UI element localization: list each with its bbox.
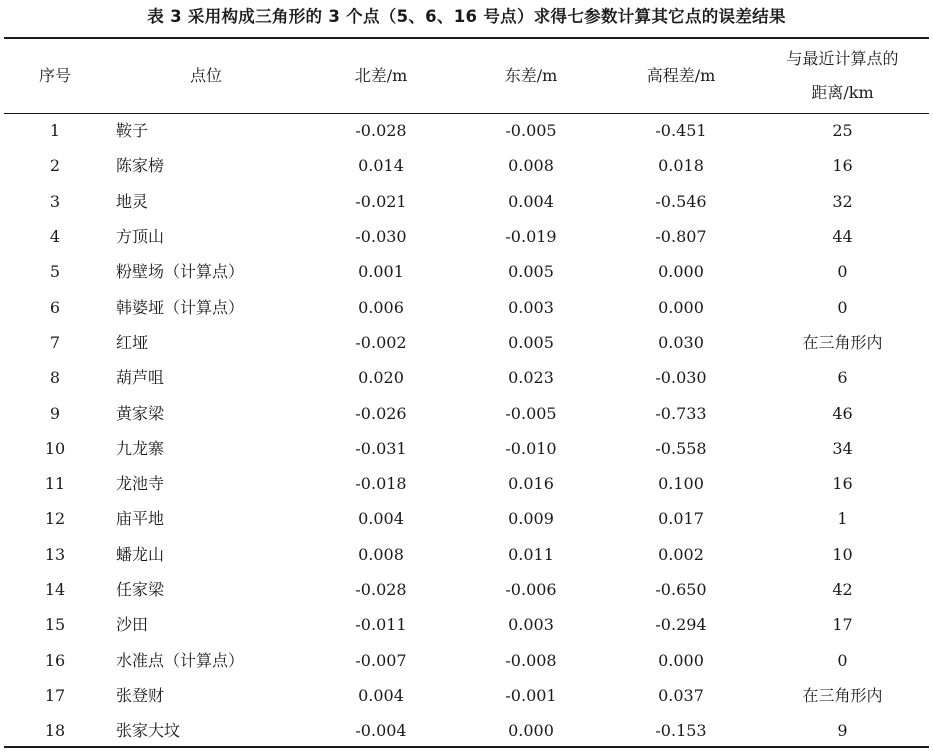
header-distance bbox=[756, 39, 929, 113]
row-index: 6 bbox=[49, 297, 61, 317]
row-index: 5 bbox=[49, 262, 61, 282]
row-north: -0.028 bbox=[355, 121, 407, 141]
row-index: 12 bbox=[44, 509, 66, 529]
table-row bbox=[4, 678, 929, 713]
row-height: 0.000 bbox=[658, 262, 704, 282]
row-point: 蟠龙山 bbox=[116, 544, 165, 564]
row-index: 1 bbox=[49, 121, 61, 141]
row-distance: 6 bbox=[837, 368, 848, 388]
row-distance: 16 bbox=[832, 474, 853, 494]
row-north: 0.006 bbox=[358, 297, 404, 317]
table-row bbox=[4, 360, 929, 395]
row-height: 0.000 bbox=[658, 297, 704, 317]
row-height: 0.018 bbox=[658, 156, 704, 176]
row-north: -0.031 bbox=[355, 438, 407, 458]
row-north: -0.018 bbox=[355, 474, 407, 494]
row-distance: 10 bbox=[832, 544, 853, 564]
row-height: -0.451 bbox=[655, 121, 707, 141]
row-height: 0.017 bbox=[658, 509, 704, 529]
row-index: 3 bbox=[49, 191, 61, 211]
row-north: 0.014 bbox=[358, 156, 404, 176]
row-distance: 0 bbox=[837, 262, 848, 282]
row-distance: 0 bbox=[837, 297, 848, 317]
header-north: 北差/m bbox=[354, 66, 408, 85]
table-row bbox=[4, 254, 929, 289]
row-north: -0.030 bbox=[355, 227, 407, 247]
row-height: -0.807 bbox=[655, 227, 707, 247]
row-east: -0.005 bbox=[505, 403, 557, 423]
row-east: 0.004 bbox=[508, 191, 554, 211]
row-east: 0.009 bbox=[508, 509, 554, 529]
row-east: 0.016 bbox=[508, 474, 554, 494]
row-east: 0.003 bbox=[508, 615, 554, 635]
table-row bbox=[4, 148, 929, 183]
row-distance: 34 bbox=[832, 438, 853, 458]
row-north: -0.007 bbox=[355, 650, 407, 670]
row-height: 0.000 bbox=[658, 650, 704, 670]
table-row bbox=[4, 501, 929, 536]
header-index: 序号 bbox=[38, 66, 71, 85]
row-index: 7 bbox=[49, 332, 61, 352]
row-east: 0.000 bbox=[508, 721, 554, 741]
row-height: 0.002 bbox=[658, 544, 704, 564]
row-index: 8 bbox=[49, 368, 61, 388]
row-east: 0.011 bbox=[508, 544, 554, 564]
row-height: 0.030 bbox=[658, 332, 704, 352]
row-index: 17 bbox=[44, 685, 66, 705]
row-distance: 25 bbox=[832, 121, 853, 141]
row-east: 0.005 bbox=[508, 262, 554, 282]
row-north: 0.020 bbox=[358, 368, 404, 388]
row-east: 0.005 bbox=[508, 332, 554, 352]
header-row bbox=[4, 39, 929, 113]
table-row bbox=[4, 113, 929, 148]
row-east: 0.008 bbox=[508, 156, 554, 176]
row-point: 任家梁 bbox=[116, 580, 165, 599]
row-height: 0.100 bbox=[658, 474, 704, 494]
row-height: -0.030 bbox=[655, 368, 707, 388]
row-north: -0.021 bbox=[355, 191, 407, 211]
row-point: 九龙寨 bbox=[116, 438, 165, 458]
table-title: 表 3 采用构成三角形的 3 个点（5、6、16 号点）求得七参数计算其它点的误差结果 bbox=[147, 7, 786, 26]
table-row bbox=[4, 607, 929, 642]
row-point: 陈家榜 bbox=[116, 156, 165, 176]
row-east: -0.006 bbox=[505, 580, 557, 599]
row-point: 方顶山 bbox=[116, 227, 165, 247]
row-height: -0.733 bbox=[655, 403, 707, 423]
row-index: 10 bbox=[44, 438, 66, 458]
row-point: 水准点（计算点） bbox=[116, 650, 245, 670]
row-distance: 0 bbox=[837, 650, 848, 670]
row-distance: 32 bbox=[832, 191, 853, 211]
table-row bbox=[4, 325, 929, 360]
row-height: -0.546 bbox=[655, 191, 707, 211]
row-point: 韩婆垭（计算点） bbox=[116, 297, 245, 317]
row-point: 张家大坟 bbox=[116, 721, 181, 741]
row-height: -0.558 bbox=[655, 438, 707, 458]
row-point: 粉壁场（计算点） bbox=[116, 262, 245, 282]
row-east: -0.001 bbox=[505, 685, 557, 705]
row-point: 黄家梁 bbox=[116, 403, 165, 423]
table-row bbox=[4, 289, 929, 324]
header-point: 点位 bbox=[189, 66, 222, 85]
header-distance-line2: 距离/km bbox=[811, 83, 874, 102]
row-index: 9 bbox=[49, 403, 61, 423]
table-row bbox=[4, 395, 929, 430]
row-height: -0.294 bbox=[655, 615, 707, 635]
row-north: -0.004 bbox=[355, 721, 407, 741]
table-row bbox=[4, 431, 929, 466]
row-north: 0.008 bbox=[358, 544, 404, 564]
row-point: 鞍子 bbox=[116, 121, 149, 141]
table-row bbox=[4, 466, 929, 501]
row-point: 葫芦咀 bbox=[116, 368, 165, 388]
row-north: 0.004 bbox=[358, 685, 404, 705]
table-row bbox=[4, 642, 929, 677]
row-east: -0.005 bbox=[505, 121, 557, 141]
row-index: 14 bbox=[44, 580, 66, 599]
header-east: 东差/m bbox=[504, 66, 558, 85]
row-distance: 44 bbox=[832, 227, 853, 247]
row-distance: 在三角形内 bbox=[802, 685, 883, 705]
row-height: -0.650 bbox=[655, 580, 707, 599]
row-east: 0.023 bbox=[508, 368, 554, 388]
row-point: 张登财 bbox=[116, 685, 165, 705]
row-index: 18 bbox=[44, 721, 66, 741]
table-row bbox=[4, 713, 929, 748]
row-north: 0.004 bbox=[358, 509, 404, 529]
table-row bbox=[4, 537, 929, 572]
row-east: -0.010 bbox=[505, 438, 557, 458]
table-row bbox=[4, 572, 929, 607]
row-east: -0.019 bbox=[505, 227, 557, 247]
row-distance: 1 bbox=[837, 509, 848, 529]
row-point: 龙池寺 bbox=[116, 474, 165, 494]
header-height: 高程差/m bbox=[646, 66, 716, 85]
row-height: -0.153 bbox=[655, 721, 707, 741]
row-distance: 17 bbox=[832, 615, 853, 635]
row-point: 沙田 bbox=[116, 615, 149, 635]
row-north: 0.001 bbox=[358, 262, 404, 282]
row-distance: 46 bbox=[832, 403, 853, 423]
row-index: 11 bbox=[44, 474, 66, 494]
row-distance: 9 bbox=[837, 721, 848, 741]
row-index: 4 bbox=[49, 227, 61, 247]
error-results-table bbox=[4, 39, 929, 748]
row-north: -0.026 bbox=[355, 403, 407, 423]
row-north: -0.011 bbox=[355, 615, 407, 635]
row-index: 13 bbox=[44, 544, 66, 564]
row-point: 红垭 bbox=[116, 332, 149, 352]
row-index: 15 bbox=[44, 615, 66, 635]
row-index: 2 bbox=[49, 156, 61, 176]
row-distance: 42 bbox=[832, 580, 853, 599]
row-point: 地灵 bbox=[116, 191, 149, 211]
row-point: 庙平地 bbox=[116, 509, 165, 529]
row-north: -0.028 bbox=[355, 580, 407, 599]
row-east: -0.008 bbox=[505, 650, 557, 670]
table-row bbox=[4, 184, 929, 219]
row-index: 16 bbox=[44, 650, 66, 670]
row-height: 0.037 bbox=[658, 685, 704, 705]
header-distance-line1: 与最近计算点的 bbox=[786, 49, 899, 68]
row-distance: 在三角形内 bbox=[802, 332, 883, 352]
table-row bbox=[4, 219, 929, 254]
row-distance: 16 bbox=[832, 156, 853, 176]
row-east: 0.003 bbox=[508, 297, 554, 317]
row-north: -0.002 bbox=[355, 332, 407, 352]
